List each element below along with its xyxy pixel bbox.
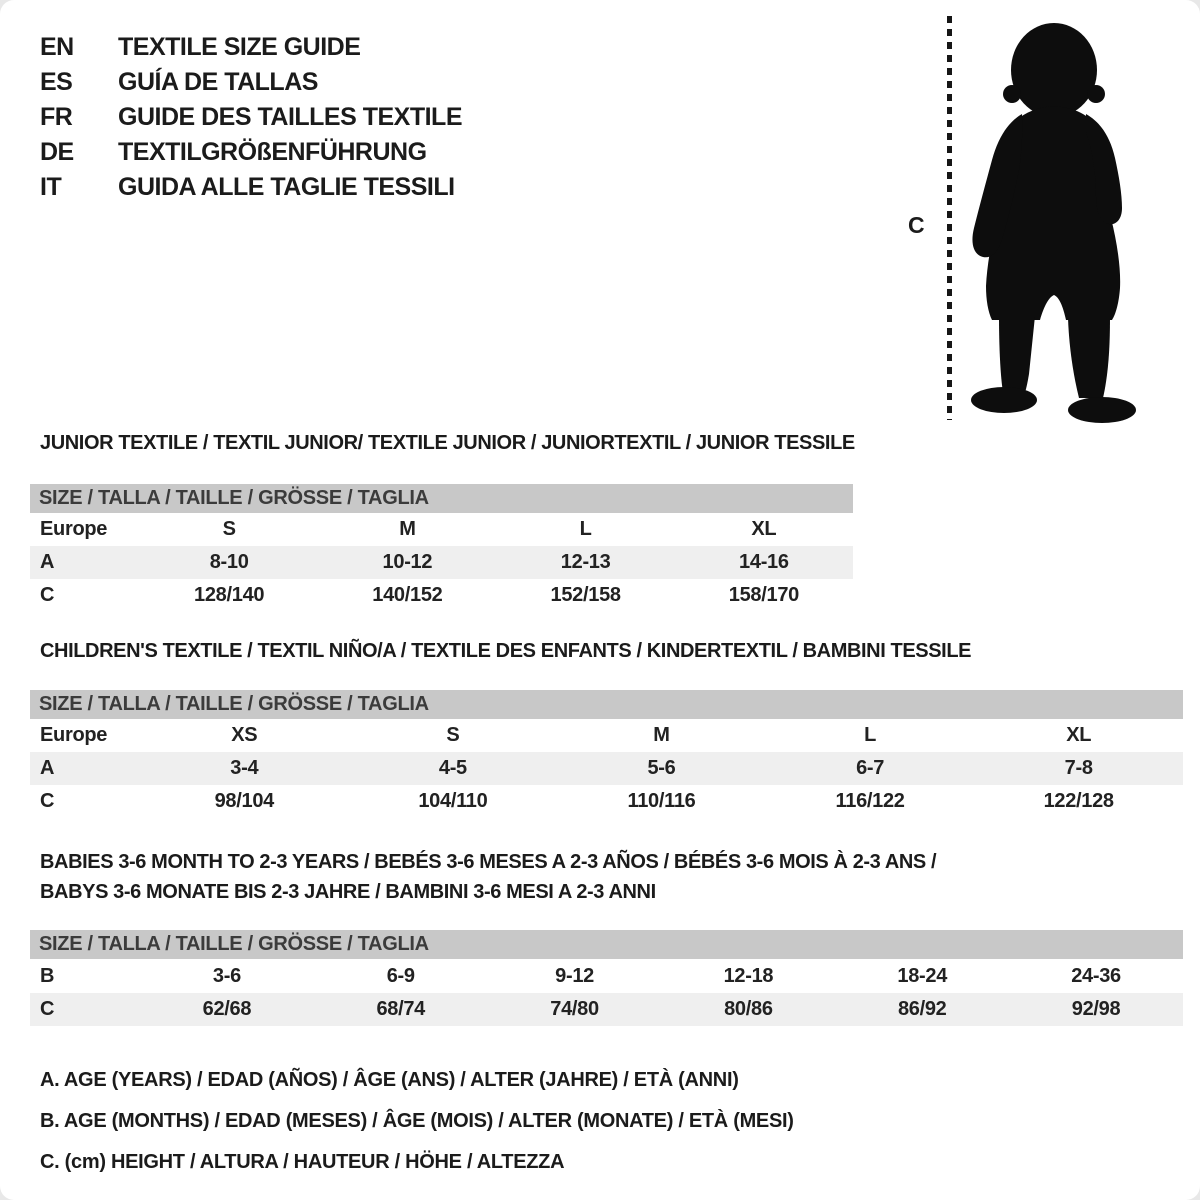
row-label: C xyxy=(40,584,55,606)
table-cell: 62/68 xyxy=(202,998,252,1020)
lang-code: ES xyxy=(40,68,73,96)
table-row xyxy=(30,993,1183,1026)
babies-size-header-bar: SIZE / TALLA / TAILLE / GRÖSSE / TAGLIA xyxy=(30,930,1183,959)
lang-title: GUÍA DE TALLAS xyxy=(118,68,318,96)
babies-heading-line1: BABIES 3-6 MONTH TO 2-3 YEARS / BEBÉS 3-6 MESES A 2-3 AÑOS / BÉBÉS 3-6 MOIS À 2-3 ANS / xyxy=(40,851,937,873)
table-cell: M xyxy=(399,518,416,540)
table-row xyxy=(30,785,1183,818)
table-cell: 86/92 xyxy=(897,998,947,1020)
table-cell: 128/140 xyxy=(194,584,265,606)
table-cell: 80/86 xyxy=(724,998,773,1020)
row-label: C xyxy=(40,998,55,1020)
table-cell: 104/110 xyxy=(418,790,488,812)
junior-size-header-bar: SIZE / TALLA / TAILLE / GRÖSSE / TAGLIA xyxy=(30,484,853,513)
table-cell: XL xyxy=(1066,724,1092,746)
children-size-header-bar: SIZE / TALLA / TAILLE / GRÖSSE / TAGLIA xyxy=(30,690,1183,719)
table-cell: M xyxy=(653,724,670,746)
table-cell: XL xyxy=(751,518,777,540)
table-cell: XS xyxy=(231,724,258,746)
table-cell: 140/152 xyxy=(372,584,443,606)
row-label: A xyxy=(40,757,55,779)
lang-code: DE xyxy=(40,138,74,166)
table-cell: 7-8 xyxy=(1064,757,1093,779)
table-cell: 110/116 xyxy=(627,790,696,812)
junior-section-heading: JUNIOR TEXTILE / TEXTIL JUNIOR/ TEXTILE JUNIOR / JUNIORTEXTIL / JUNIOR TESSILE xyxy=(40,432,855,454)
lang-code: EN xyxy=(40,33,74,61)
table-cell: 10-12 xyxy=(382,551,433,573)
lang-title: GUIDE DES TAILLES TEXTILE xyxy=(118,103,463,131)
table-row xyxy=(30,513,853,546)
table-row xyxy=(30,546,853,579)
table-cell: 74/80 xyxy=(550,998,599,1020)
table-row xyxy=(30,752,1183,785)
table-cell: L xyxy=(579,518,592,540)
babies-size-table xyxy=(30,960,1183,1026)
table-row xyxy=(30,960,1183,993)
lang-row-en xyxy=(40,30,462,65)
table-cell: 3-4 xyxy=(230,757,259,779)
table-cell: 92/98 xyxy=(1071,998,1121,1020)
children-section-heading: CHILDREN'S TEXTILE / TEXTIL NIÑO/A / TEXTILE DES ENFANTS / KINDERTEXTIL / BAMBINI TESSILE xyxy=(40,640,972,662)
children-size-table xyxy=(30,719,1183,818)
table-cell: 6-7 xyxy=(856,757,885,779)
language-title-block xyxy=(40,30,462,205)
table-cell: 12-18 xyxy=(723,965,774,987)
babies-heading-line2: BABYS 3-6 MONATE BIS 2-3 JAHRE / BAMBINI 3-6 MESI A 2-3 ANNI xyxy=(40,881,656,903)
table-cell: 14-16 xyxy=(739,551,789,573)
table-cell: 98/104 xyxy=(214,790,274,812)
row-label: Europe xyxy=(40,724,108,746)
lang-code: IT xyxy=(40,173,62,201)
lang-code: FR xyxy=(40,103,73,131)
lang-title: TEXTILE SIZE GUIDE xyxy=(118,33,361,61)
table-cell: S xyxy=(222,518,236,540)
row-label: A xyxy=(40,551,55,573)
lang-row-de xyxy=(40,135,462,170)
legend-line-b: B. AGE (MONTHS) / EDAD (MESES) / ÂGE (MOIS) / ALTER (MONATE) / ETÀ (MESI) xyxy=(40,1110,794,1132)
table-cell: 122/128 xyxy=(1043,790,1114,812)
table-cell: S xyxy=(446,724,460,746)
table-cell: 8-10 xyxy=(209,551,249,573)
junior-size-table xyxy=(30,513,853,612)
table-cell: 6-9 xyxy=(386,965,415,987)
table-cell: 152/158 xyxy=(550,584,621,606)
table-cell: 24-36 xyxy=(1071,965,1121,987)
table-cell: 3-6 xyxy=(212,965,241,987)
height-dashed-line xyxy=(947,16,952,420)
height-label-c: C xyxy=(908,212,925,238)
lang-row-es xyxy=(40,65,462,100)
table-row xyxy=(30,579,853,612)
lang-row-fr xyxy=(40,100,462,135)
table-cell: 68/74 xyxy=(376,998,426,1020)
table-cell: 158/170 xyxy=(728,584,799,606)
table-cell: 12-13 xyxy=(560,551,611,573)
row-label: Europe xyxy=(40,518,108,540)
table-cell: 18-24 xyxy=(897,965,948,987)
legend-line-c: C. (cm) HEIGHT / ALTURA / HAUTEUR / HÖHE / ALTEZZA xyxy=(40,1151,565,1173)
lang-row-it xyxy=(40,170,462,205)
lang-title: TEXTILGRÖßENFÜHRUNG xyxy=(118,138,427,166)
legend-line-a: A. AGE (YEARS) / EDAD (AÑOS) / ÂGE (ANS) / ALTER (JAHRE) / ETÀ (ANNI) xyxy=(40,1069,739,1091)
table-cell: 4-5 xyxy=(438,757,467,779)
table-cell: 5-6 xyxy=(647,757,676,779)
lang-title: GUIDA ALLE TAGLIE TESSILI xyxy=(118,173,455,201)
measurement-legend xyxy=(40,1060,794,1183)
table-cell: 9-12 xyxy=(555,965,594,987)
row-label: C xyxy=(40,790,55,812)
table-cell: L xyxy=(864,724,877,746)
table-cell: 116/122 xyxy=(835,790,905,812)
row-label: B xyxy=(40,965,55,987)
babies-section-heading xyxy=(40,847,936,907)
toddler-silhouette-icon xyxy=(962,18,1142,424)
table-row xyxy=(30,719,1183,752)
